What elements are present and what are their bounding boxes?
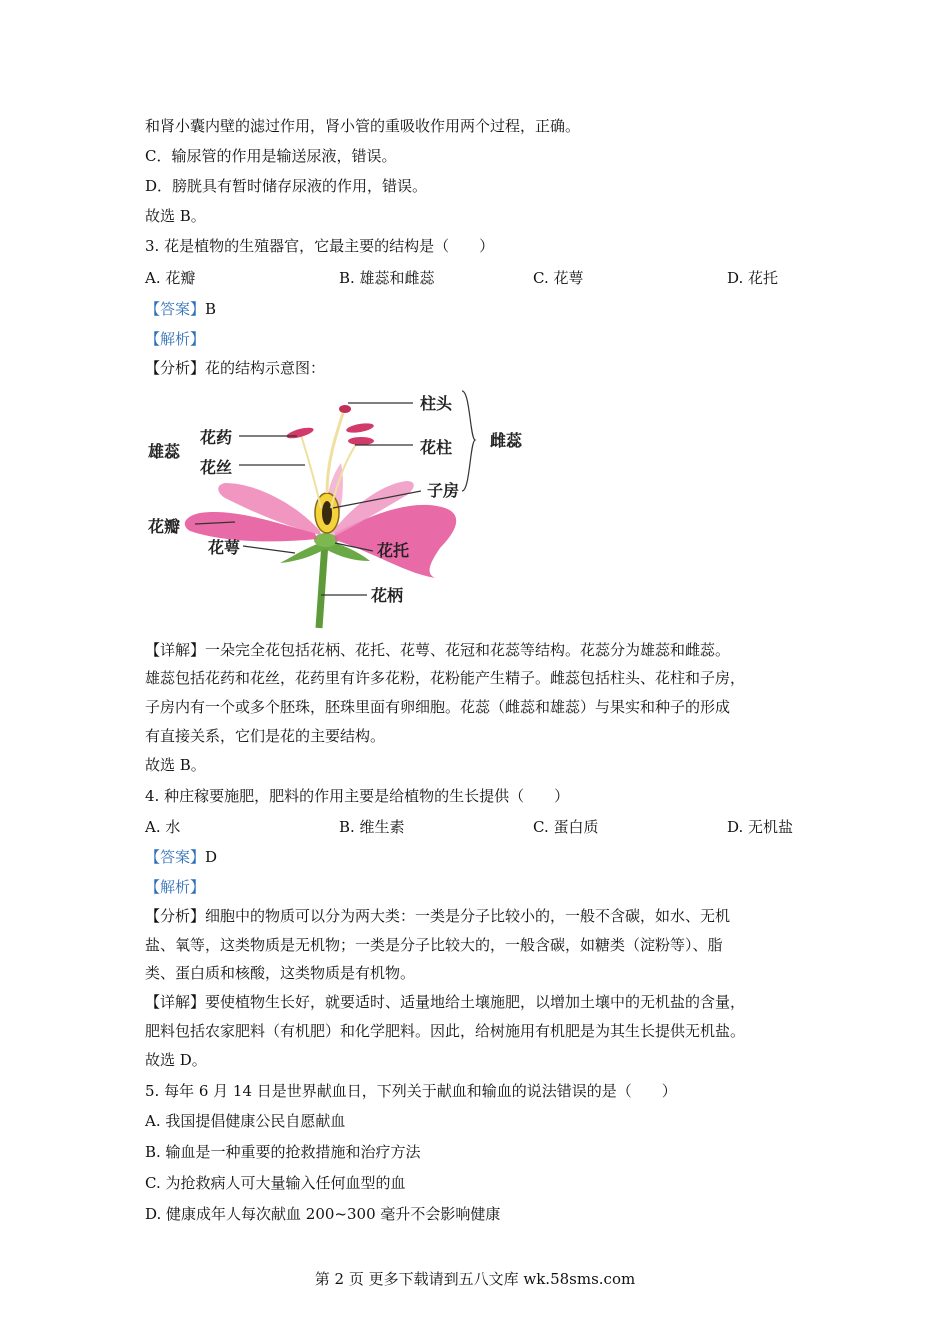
- q3-fenxi: [145, 358, 325, 378]
- label-stamen: 雄蕊: [148, 442, 181, 461]
- page-footer: 第 2 页 更多下载请到五八文库 wk.58sms.com: [314, 1270, 636, 1288]
- ovule: [322, 501, 332, 525]
- q4-fenxi-line: 盐、氧等，这类物质是无机物；一类是分子比较大的，一般含碳，如糖类（淀粉等）、脂: [145, 936, 723, 954]
- q3-answer: [145, 299, 216, 319]
- q3-option-d: D. 花托: [727, 269, 779, 287]
- label-pedicel: 花柄: [371, 586, 404, 605]
- q4-option-d: D. 无机盐: [727, 818, 794, 836]
- receptacle: [314, 533, 338, 547]
- text-line: C．输尿管的作用是输送尿液，错误。: [145, 147, 397, 165]
- q5-option-b: B. 输血是一种重要的抢救措施和治疗方法: [145, 1143, 421, 1161]
- label-style: 花柱: [420, 438, 453, 457]
- answer-value: B: [205, 300, 217, 318]
- text-line: 和肾小囊内壁的滤过作用，肾小管的重吸收作用两个过程，正确。: [145, 117, 581, 135]
- text-line: 故选 B。: [145, 207, 206, 225]
- label-ovary: 子房: [427, 481, 460, 500]
- q4-fenxi-line: [145, 906, 730, 926]
- label-pistil: 雌蕊: [490, 431, 523, 450]
- flower-structure-diagram: [145, 383, 545, 631]
- label-stigma: 柱头: [420, 394, 453, 413]
- q3-detail-line: 有直接关系，它们是花的主要结构。: [145, 727, 386, 745]
- q4-option-a: A. 水: [145, 818, 181, 836]
- q4-option-c: C. 蛋白质: [533, 818, 599, 836]
- q4-detail-line: [145, 992, 745, 1012]
- fenxi-text: 花的结构示意图：: [205, 359, 326, 377]
- answer-tag: 【答案】: [145, 300, 206, 318]
- fenxi-text: 细胞中的物质可以分为两大类：一类是分子比较小的，一般不含碳，如水、无机: [205, 907, 731, 925]
- answer-tag: 【答案】: [145, 848, 206, 866]
- q3-conclusion: 故选 B。: [145, 756, 206, 774]
- detail-tag: 【详解】: [145, 641, 206, 659]
- text-line: D．膀胱具有暂时储存尿液的作用，错误。: [145, 177, 428, 195]
- q5-option-c: C. 为抢救病人可大量输入任何血型的血: [145, 1174, 406, 1192]
- label-sepal: 花萼: [208, 538, 241, 557]
- anther-3: [348, 437, 374, 445]
- q3-option-b: B. 雄蕊和雌蕊: [339, 269, 435, 287]
- detail-text: 要使植物生长好，就要适时、适量地给土壤施肥，以增加土壤中的无机盐的含量，: [205, 993, 746, 1011]
- q4-detail-line: 肥料包括农家肥料（有机肥）和化学肥料。因此，给树施用有机肥是为其生长提供无机盐。: [145, 1022, 746, 1040]
- fenxi-tag: 【分析】: [145, 907, 206, 925]
- question-5: 5. 每年 6 月 14 日是世界献血日，下列关于献血和输血的说法错误的是（ ）: [145, 1082, 677, 1100]
- label-filament: 花丝: [200, 458, 233, 477]
- q4-option-b: B. 维生素: [339, 818, 405, 836]
- label-receptacle: 花托: [377, 541, 410, 560]
- q4-analysis-tag: 【解析】: [145, 878, 206, 896]
- detail-tag: 【详解】: [145, 993, 206, 1011]
- detail-text: 一朵完全花包括花柄、花托、花萼、花冠和花蕊等结构。花蕊分为雄蕊和雌蕊。: [205, 641, 731, 659]
- q4-conclusion: 故选 D。: [145, 1051, 207, 1069]
- q3-detail-line: 子房内有一个或多个胚珠，胚珠里面有卵细胞。花蕊（雌蕊和雄蕊）与果实和种子的形成: [145, 698, 731, 716]
- q5-option-d: D. 健康成年人每次献血 200~300 毫升不会影响健康: [145, 1205, 501, 1223]
- question-3: 3. 花是植物的生殖器官，它最主要的结构是（ ）: [145, 237, 495, 255]
- q4-answer: [145, 847, 217, 867]
- q3-detail-line: [145, 640, 730, 660]
- stigma: [339, 405, 351, 413]
- label-petal: 花瓣: [148, 517, 181, 536]
- q3-analysis-tag: 【解析】: [145, 330, 206, 348]
- q4-fenxi-line: 类、蛋白质和核酸，这类物质是有机物。: [145, 964, 416, 982]
- q3-option-a: A. 花瓣: [145, 269, 196, 287]
- q5-option-a: A. 我国提倡健康公民自愿献血: [145, 1112, 346, 1130]
- fenxi-tag: 【分析】: [145, 359, 206, 377]
- question-4: 4. 种庄稼要施肥，肥料的作用主要是给植物的生长提供（ ）: [145, 787, 570, 805]
- q3-detail-line: 雄蕊包括花药和花丝，花药里有许多花粉，花粉能产生精子。雌蕊包括柱头、花柱和子房，: [145, 669, 746, 687]
- answer-value: D: [205, 848, 218, 866]
- label-anther: 花药: [200, 428, 233, 447]
- q3-option-c: C. 花萼: [533, 269, 584, 287]
